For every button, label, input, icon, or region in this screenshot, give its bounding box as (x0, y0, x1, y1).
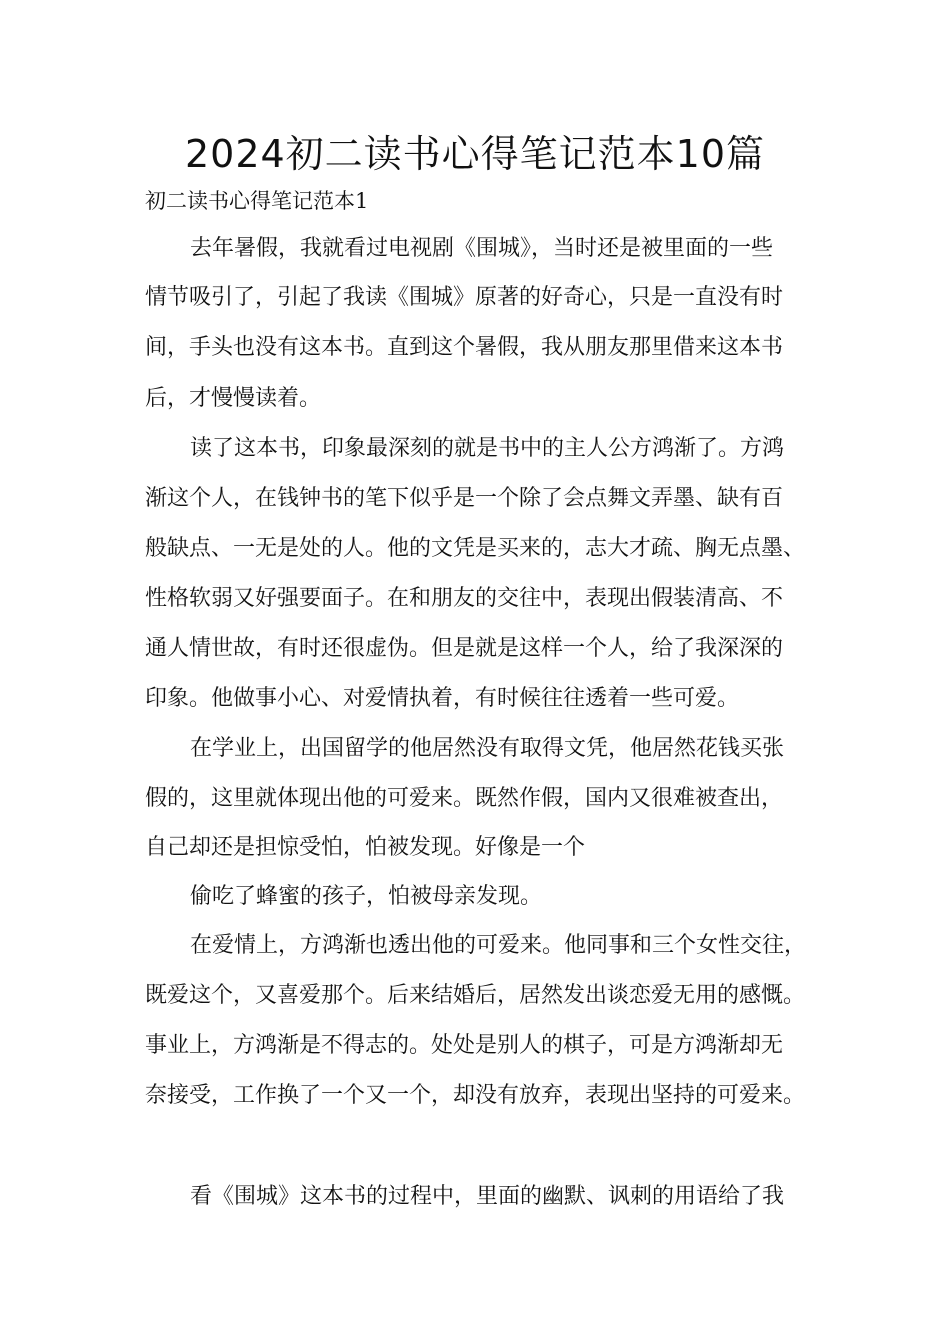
body-line: 假的，这里就体现出他的可爱来。既然作假，国内又很难被查出， (145, 786, 784, 811)
body-line: 看《围城》这本书的过程中，里面的幽默、讽刺的用语给了我 (190, 1184, 785, 1209)
body-line: 在学业上，出国留学的他居然没有取得文凭，他居然花钱买张 (190, 736, 785, 761)
body-line: 读了这本书，印象最深刻的就是书中的主人公方鸿渐了。方鸿 (190, 436, 785, 461)
body-line: 自己却还是担惊受怕，怕被发现。好像是一个 (145, 835, 586, 860)
body-line: 奈接受，工作换了一个又一个，却没有放弃，表现出坚持的可爱来。 (145, 1083, 806, 1108)
body-line: 般缺点、一无是处的人。他的文凭是买来的，志大才疏、胸无点墨、 (145, 536, 806, 561)
body-line: 去年暑假，我就看过电视剧《围城》，当时还是被里面的一些 (190, 236, 774, 261)
body-line: 渐这个人，在钱钟书的笔下似乎是一个除了会点舞文弄墨、缺有百 (145, 486, 784, 511)
body-line: 既爱这个，又喜爱那个。后来结婚后，居然发出谈恋爱无用的感慨。 (145, 983, 806, 1008)
body-line: 性格软弱又好强要面子。在和朋友的交往中，表现出假装清高、不 (145, 586, 784, 611)
body-line: 在爱情上，方鸿渐也透出他的可爱来。他同事和三个女性交往， (190, 933, 807, 958)
body-line: 通人情世故，有时还很虚伪。但是就是这样一个人，给了我深深的 (145, 636, 784, 661)
body-line: 印象。他做事小心、对爱情执着，有时候往往透着一些可爱。 (145, 686, 740, 711)
document-title: 2024初二读书心得笔记范本10篇 (184, 132, 766, 176)
section-heading: 初二读书心得笔记范本1 (145, 189, 369, 213)
body-line: 偷吃了蜂蜜的孩子，怕被母亲发现。 (190, 884, 543, 909)
body-line: 后，才慢慢读着。 (145, 386, 322, 411)
body-line: 间，手头也没有这本书。直到这个暑假，我从朋友那里借来这本书 (145, 335, 784, 360)
body-line: 情节吸引了，引起了我读《围城》原著的好奇心，只是一直没有时 (145, 285, 784, 310)
body-line: 事业上，方鸿渐是不得志的。处处是别人的棋子，可是方鸿渐却无 (145, 1033, 784, 1058)
